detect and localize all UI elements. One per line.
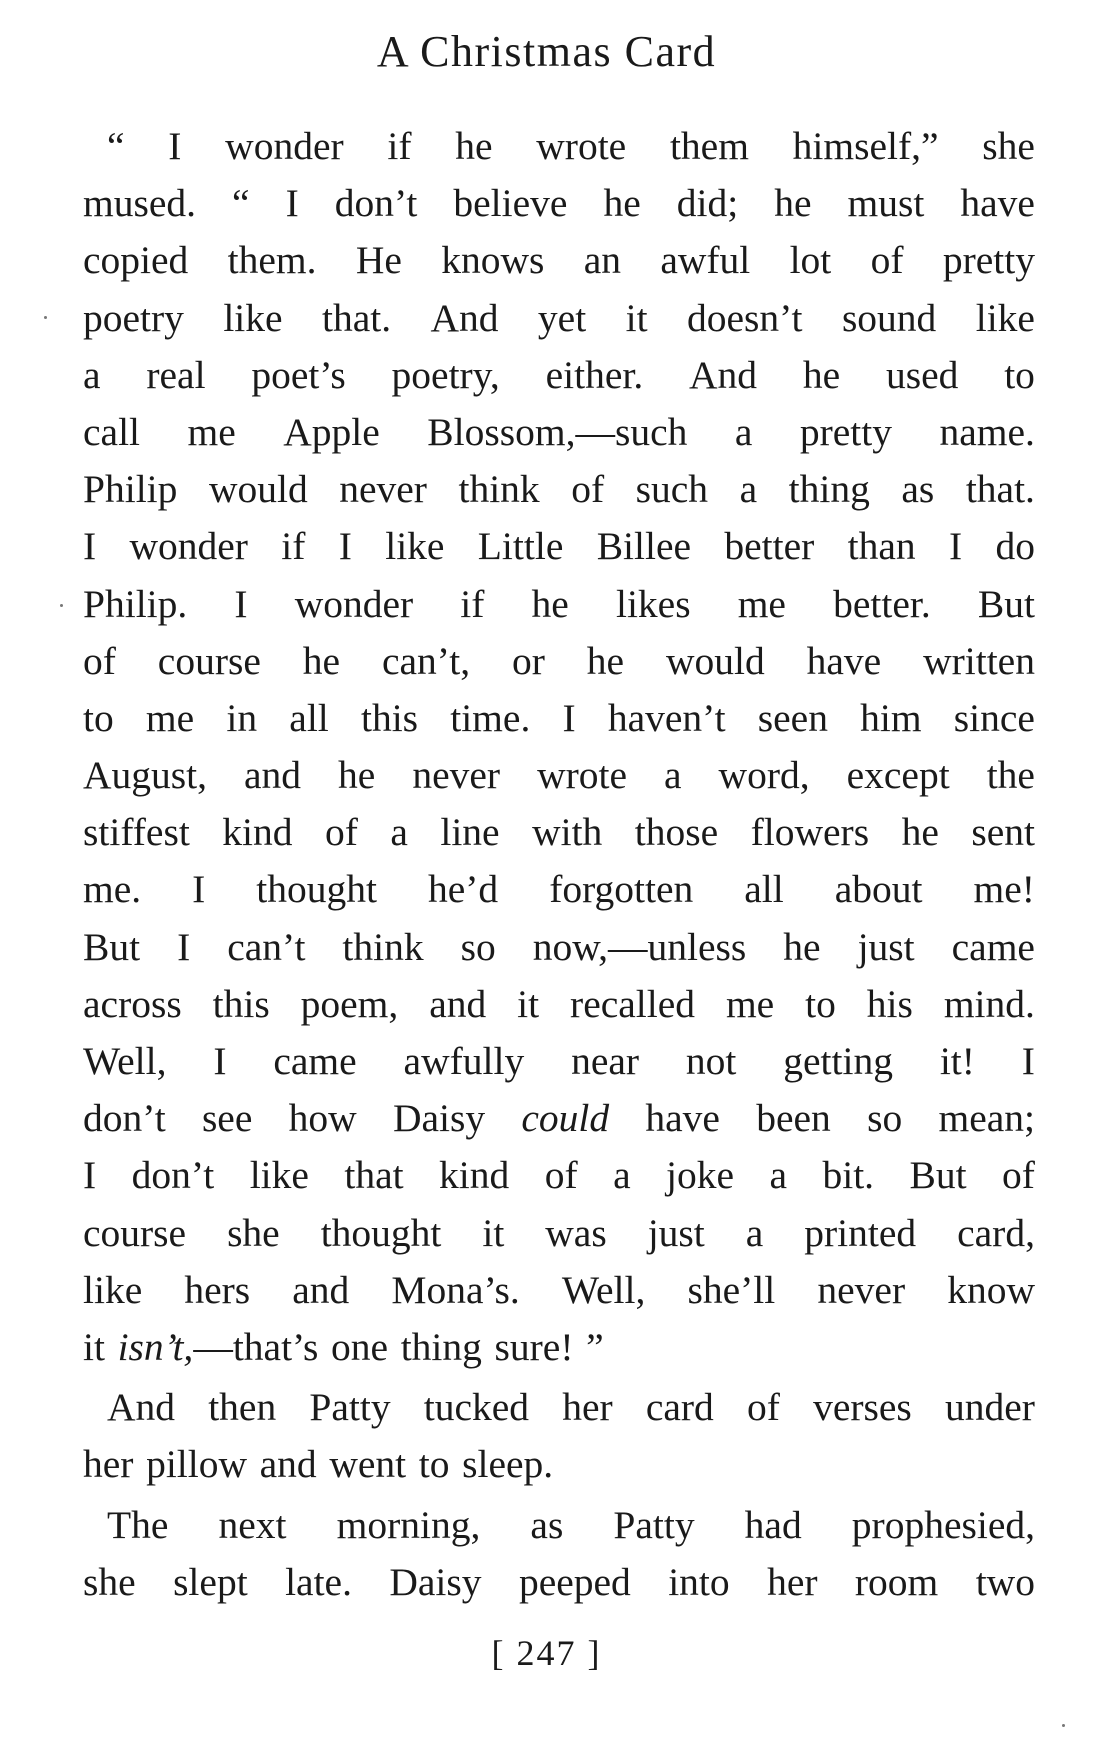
- word: under: [944, 1385, 1035, 1430]
- word: near: [571, 1039, 640, 1083]
- word: August,: [83, 753, 207, 798]
- word: But: [83, 924, 141, 969]
- word: a: [769, 1153, 788, 1198]
- word: a: [734, 409, 753, 454]
- word: like: [975, 295, 1035, 340]
- word: would: [665, 638, 765, 683]
- word: he: [774, 181, 812, 226]
- word: don’t: [334, 181, 418, 226]
- word: of: [324, 810, 358, 855]
- word: me: [737, 581, 786, 626]
- word: would: [208, 467, 308, 512]
- word: of: [746, 1385, 780, 1430]
- word: that.: [965, 467, 1035, 512]
- word: so: [460, 924, 496, 969]
- word: have: [806, 638, 882, 683]
- word: I: [213, 1039, 227, 1083]
- word: don’t: [83, 1096, 166, 1141]
- text-line: [83, 1319, 1035, 1376]
- word: either.: [545, 352, 644, 397]
- word: if: [281, 524, 306, 569]
- word: I: [177, 924, 191, 969]
- word: Billee: [596, 524, 692, 569]
- word: flowers: [750, 810, 870, 855]
- word: of: [1002, 1153, 1035, 1198]
- word: one: [331, 1324, 389, 1369]
- word: doesn’t: [686, 295, 803, 340]
- word: haven’t: [607, 695, 726, 740]
- word: wonder: [294, 581, 414, 626]
- word: into: [668, 1559, 730, 1604]
- word: never: [817, 1267, 906, 1312]
- word: it: [625, 295, 648, 340]
- word: thought: [320, 1210, 442, 1255]
- word: a: [745, 1210, 764, 1255]
- word: But: [977, 581, 1035, 626]
- word: he’d: [428, 867, 499, 912]
- word: prophesied,: [851, 1502, 1035, 1547]
- word: And: [689, 352, 758, 397]
- word: went: [329, 1442, 407, 1487]
- word: sleep.: [462, 1442, 554, 1487]
- word: Well,: [83, 1039, 167, 1083]
- word: mean;: [938, 1096, 1035, 1141]
- word: pretty: [799, 409, 893, 454]
- word: thing: [400, 1324, 482, 1369]
- word: of: [571, 467, 605, 512]
- word: like: [385, 524, 445, 569]
- word: he: [302, 638, 341, 683]
- word: verses: [813, 1385, 912, 1430]
- word: not: [685, 1039, 737, 1083]
- word: wrote: [536, 124, 627, 168]
- word: a: [83, 352, 101, 397]
- word: written: [923, 638, 1035, 683]
- word: word,: [718, 753, 810, 798]
- text-line: [83, 461, 1035, 518]
- word: think: [458, 467, 540, 512]
- word: now,—unless: [532, 924, 747, 969]
- word: And: [107, 1385, 176, 1430]
- scan-speck: [60, 604, 63, 607]
- word: used: [885, 352, 959, 397]
- word: then: [208, 1385, 277, 1430]
- word: poetry,: [391, 352, 500, 397]
- word: he: [338, 753, 376, 798]
- word: a: [390, 810, 408, 855]
- word: her: [562, 1385, 613, 1430]
- word: it!: [939, 1039, 975, 1083]
- word: time.: [450, 695, 531, 740]
- word: did;: [676, 181, 739, 226]
- word: she’ll: [687, 1267, 776, 1312]
- word: she: [83, 1559, 136, 1604]
- word: joke: [666, 1153, 735, 1198]
- word: could: [521, 1096, 610, 1141]
- word: like: [83, 1267, 143, 1312]
- word: with: [532, 810, 603, 855]
- word: me.: [83, 867, 142, 912]
- word: Patty: [309, 1385, 391, 1430]
- word: just: [647, 1210, 705, 1255]
- word: lot: [789, 238, 832, 283]
- word: wrote: [537, 753, 627, 798]
- word: stiffest: [83, 810, 190, 855]
- word: awful: [660, 238, 751, 283]
- word: I: [562, 695, 576, 740]
- text-line: [83, 175, 1035, 232]
- word: know: [947, 1267, 1035, 1312]
- word: that: [344, 1153, 404, 1198]
- word: “: [232, 181, 250, 226]
- word: do: [995, 524, 1035, 569]
- word: the: [986, 753, 1035, 798]
- word: think: [342, 924, 424, 969]
- word: if: [387, 124, 412, 168]
- word: a: [613, 1153, 631, 1198]
- word: a: [664, 753, 682, 798]
- word: real: [146, 352, 206, 397]
- word: had: [744, 1502, 802, 1547]
- text-line: [83, 1262, 1035, 1319]
- word: to: [805, 981, 836, 1026]
- word: have: [645, 1096, 720, 1141]
- text-line: [83, 347, 1035, 404]
- word: poet’s: [251, 352, 346, 397]
- word: and: [244, 753, 302, 798]
- word: he: [783, 924, 821, 969]
- word: course: [157, 638, 261, 683]
- word: next: [218, 1502, 287, 1547]
- word: can’t,: [381, 638, 471, 683]
- word: than: [847, 524, 916, 569]
- word: me: [725, 981, 775, 1026]
- word: see: [201, 1096, 253, 1141]
- word: I: [338, 524, 352, 569]
- word: this: [212, 981, 270, 1026]
- word: and: [429, 981, 487, 1026]
- word: kind: [222, 810, 293, 855]
- word: all: [744, 867, 784, 912]
- word: Little: [477, 524, 564, 569]
- text-line: [83, 1090, 1035, 1147]
- word: he: [455, 124, 493, 168]
- text-line: [83, 576, 1035, 633]
- text-line: [83, 1554, 1035, 1611]
- text-line: [83, 1436, 1035, 1493]
- word: late.: [285, 1559, 352, 1604]
- word: The: [107, 1502, 169, 1547]
- word: me!: [973, 867, 1035, 912]
- word: isn’t,—that’s: [117, 1324, 319, 1369]
- word: to: [418, 1442, 450, 1487]
- word: I: [948, 524, 963, 569]
- text-line: [83, 518, 1035, 575]
- text-line: [83, 690, 1035, 747]
- word: across: [83, 981, 182, 1026]
- word: it: [83, 1324, 105, 1369]
- word: been: [756, 1096, 831, 1141]
- text-line: [83, 919, 1035, 976]
- text-line: [83, 1497, 1035, 1554]
- word: me: [145, 695, 195, 740]
- word: since: [953, 695, 1035, 740]
- word: I: [83, 1153, 97, 1198]
- word: better.: [833, 581, 931, 626]
- word: a: [739, 467, 758, 512]
- word: them.: [227, 238, 317, 283]
- word: himself,”: [792, 124, 939, 168]
- word: such: [635, 467, 709, 512]
- word: she: [227, 1210, 280, 1255]
- word: came: [273, 1039, 357, 1083]
- text-line: [83, 861, 1035, 918]
- word: to: [83, 695, 114, 740]
- word: morning,: [336, 1502, 481, 1547]
- word: mused.: [83, 181, 197, 226]
- word: if: [460, 581, 485, 626]
- scan-speck: [1062, 1724, 1065, 1727]
- word: card,: [957, 1210, 1035, 1255]
- word: he: [531, 581, 569, 626]
- word: and: [259, 1442, 317, 1487]
- word: to: [1004, 352, 1035, 397]
- word: sure!: [494, 1324, 574, 1369]
- word: he: [603, 181, 641, 226]
- word: I: [285, 181, 299, 226]
- word: like: [223, 295, 283, 340]
- word: must: [847, 181, 925, 226]
- running-head: A Christmas Card: [376, 27, 717, 76]
- word: except: [846, 753, 950, 798]
- word: room: [854, 1559, 939, 1604]
- word: he: [901, 810, 939, 855]
- word: He: [355, 238, 402, 283]
- word: Blossom,—such: [427, 409, 688, 454]
- word: name.: [939, 409, 1035, 454]
- word: she: [982, 124, 1035, 168]
- word: poetry: [83, 295, 184, 340]
- word: like: [249, 1153, 309, 1198]
- word: peeped: [518, 1559, 631, 1604]
- text-line: [83, 804, 1035, 861]
- word: Apple: [283, 409, 380, 454]
- word: thing: [788, 467, 870, 512]
- word: of: [870, 238, 904, 283]
- word: I: [192, 867, 206, 912]
- word: believe: [453, 181, 568, 226]
- word: he: [802, 352, 841, 397]
- word: Daisy: [392, 1096, 486, 1141]
- text-line: [83, 118, 1035, 175]
- word: slept: [173, 1559, 248, 1604]
- word: And: [430, 295, 499, 340]
- word: course: [83, 1210, 187, 1255]
- word: sent: [971, 810, 1035, 855]
- word: this: [360, 695, 419, 740]
- word: bit.: [822, 1153, 875, 1198]
- word: recalled: [570, 981, 696, 1026]
- word: better: [724, 524, 815, 569]
- word: that.: [321, 295, 392, 340]
- text-line: [83, 633, 1035, 690]
- word: her: [767, 1559, 818, 1604]
- word: came: [951, 924, 1035, 969]
- word: wonder: [129, 524, 248, 569]
- text-line: [83, 1205, 1035, 1262]
- word: “: [107, 124, 125, 168]
- word: tucked: [423, 1385, 530, 1430]
- word: never: [339, 467, 427, 512]
- word: I: [168, 124, 182, 168]
- word: copied: [83, 238, 189, 283]
- word: her: [83, 1442, 134, 1487]
- word: about: [834, 867, 923, 912]
- text-line: [83, 1379, 1035, 1436]
- text-line: [83, 1147, 1035, 1204]
- word: him: [860, 695, 922, 740]
- word: knows: [441, 238, 545, 283]
- word: I: [1021, 1039, 1035, 1083]
- text-line: [83, 1033, 1035, 1090]
- word: yet: [537, 295, 587, 340]
- word: I: [234, 581, 248, 626]
- word: card: [645, 1385, 714, 1430]
- word: line: [440, 810, 500, 855]
- word: wonder: [225, 124, 344, 168]
- word: awfully: [403, 1039, 525, 1083]
- word: just: [857, 924, 915, 969]
- word: his: [866, 981, 913, 1026]
- word: pillow: [146, 1442, 248, 1487]
- word: as: [901, 467, 935, 512]
- word: mind.: [943, 981, 1035, 1026]
- text-line: [83, 232, 1035, 289]
- word: an: [583, 238, 621, 283]
- word: all: [289, 695, 329, 740]
- word: Patty: [613, 1502, 695, 1547]
- word: Philip.: [83, 581, 188, 626]
- word: of: [83, 638, 116, 683]
- word: have: [960, 181, 1035, 226]
- word: and: [292, 1267, 350, 1312]
- word: call: [83, 409, 141, 454]
- word: forgotten: [549, 867, 694, 912]
- text-line: [83, 404, 1035, 461]
- paragraph-3: [83, 1497, 1035, 1611]
- word: me: [187, 409, 236, 454]
- word: those: [634, 810, 719, 855]
- text-line: [83, 976, 1035, 1033]
- word: thought: [256, 867, 377, 912]
- page-number: [ 247 ]: [491, 1633, 602, 1673]
- word: in: [226, 695, 258, 740]
- word: it: [517, 981, 540, 1026]
- text-line: [83, 747, 1035, 804]
- scan-speck: [44, 316, 47, 319]
- word: never: [412, 753, 501, 798]
- word: ”: [586, 1324, 604, 1369]
- word: printed: [804, 1210, 917, 1255]
- word: likes: [615, 581, 691, 626]
- body-text: [83, 118, 1035, 1611]
- word: how: [288, 1096, 357, 1141]
- word: Well,: [561, 1267, 646, 1312]
- word: them: [669, 124, 749, 168]
- word: Philip: [83, 467, 178, 512]
- word: he: [586, 638, 625, 683]
- text-line: [83, 290, 1035, 347]
- word: getting: [783, 1039, 893, 1083]
- word: can’t: [227, 924, 306, 969]
- word: Daisy: [389, 1559, 482, 1604]
- word: hers: [184, 1267, 251, 1312]
- word: sound: [841, 295, 937, 340]
- word: I: [83, 524, 97, 569]
- word: so: [867, 1096, 903, 1141]
- word: or: [511, 638, 545, 683]
- word: was: [545, 1210, 607, 1255]
- word: Mona’s.: [391, 1267, 520, 1312]
- word: it: [482, 1210, 505, 1255]
- word: kind: [439, 1153, 510, 1198]
- word: pretty: [942, 238, 1035, 283]
- paragraph-2: [83, 1379, 1035, 1493]
- word: two: [975, 1559, 1035, 1604]
- word: don’t: [131, 1153, 215, 1198]
- word: of: [544, 1153, 578, 1198]
- word: poem,: [300, 981, 399, 1026]
- word: as: [530, 1502, 564, 1547]
- paragraph-1: [83, 118, 1035, 1376]
- word: But: [909, 1153, 967, 1198]
- word: seen: [757, 695, 828, 740]
